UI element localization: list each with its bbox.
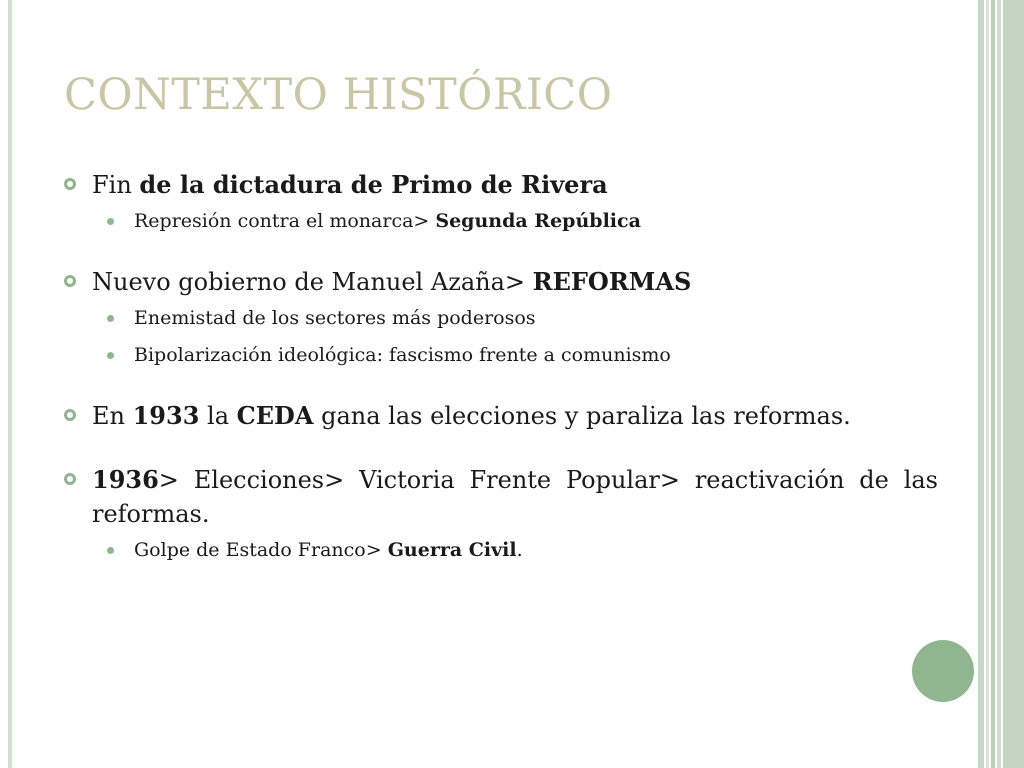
bullet-item-1936-elecciones — [64, 463, 938, 531]
right-decor-stripe — [1003, 0, 1024, 768]
bullet-item-gobierno-azana — [64, 265, 938, 299]
right-decor-stripe — [978, 0, 984, 768]
bullet-dot-icon — [107, 315, 114, 322]
bullet-text: Fin — [92, 171, 140, 199]
sub-bullet-text-bold: Guerra Civil — [387, 539, 517, 561]
sub-bullet-text: Enemistad de los sectores más poderosos — [134, 307, 536, 329]
sub-bullet-item — [64, 537, 938, 564]
bullet-text-bold: REFORMAS — [532, 267, 692, 296]
bullet-circle-icon — [64, 473, 76, 485]
sub-bullet-item — [64, 305, 938, 332]
bullet-item-fin-dictadura — [64, 168, 938, 202]
sub-bullet-text: Bipolarización ideológica: fascismo frente a comunismo — [134, 344, 671, 366]
bullet-dot-icon — [107, 352, 114, 359]
sub-bullet-text: . — [516, 539, 523, 561]
sub-bullet-item — [64, 342, 938, 369]
bullet-circle-icon — [64, 178, 76, 190]
bullet-text-bold: 1933 — [132, 401, 200, 430]
bullet-text: Nuevo gobierno de Manuel Azaña> — [92, 268, 533, 296]
bullet-text-bold: 1936 — [92, 465, 159, 494]
bullet-text: En — [92, 402, 133, 430]
bullet-text-bold: de la dictadura de Primo de Rivera — [139, 170, 608, 199]
slide-title: CONTEXTO HISTÓRICO — [64, 70, 613, 120]
left-border-line — [8, 0, 12, 768]
bullet-text: > Elecciones> Victoria Frente Popular> reactivación de las reformas. — [92, 466, 938, 528]
bullet-circle-icon — [64, 275, 76, 287]
bullet-text: gana las elecciones y paraliza las reformas. — [313, 402, 851, 430]
bullet-text: la — [199, 402, 237, 430]
right-decor-stripe — [991, 0, 995, 768]
right-decor-stripe — [997, 0, 1001, 768]
sub-bullet-text: Represión contra el monarca> — [134, 210, 436, 232]
sub-bullet-item — [64, 208, 938, 235]
bullet-item-1933-ceda — [64, 399, 938, 433]
bullet-circle-icon — [64, 409, 76, 421]
sub-bullet-text: Golpe de Estado Franco> — [134, 539, 388, 561]
right-decor-stripe — [986, 0, 989, 768]
decorative-circle — [912, 640, 974, 702]
sub-bullet-text-bold: Segunda República — [435, 210, 641, 232]
bullet-dot-icon — [107, 218, 114, 225]
slide-content — [64, 168, 938, 564]
bullet-text-bold: CEDA — [236, 401, 314, 430]
bullet-dot-icon — [107, 547, 114, 554]
